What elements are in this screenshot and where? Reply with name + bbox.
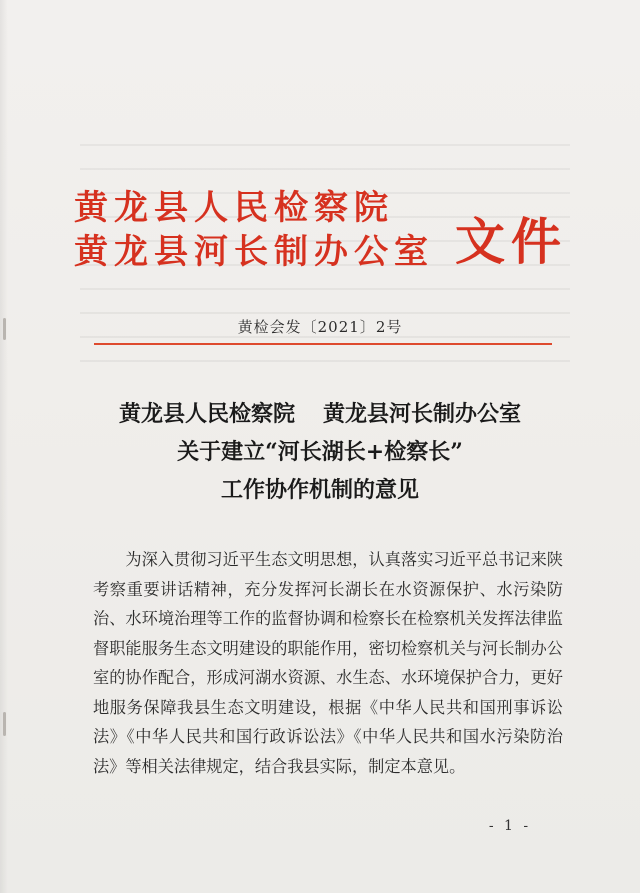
title-line-1 [0,395,640,433]
body-paragraph: 为深入贯彻习近平生态文明思想，认真落实习近平总书记来陕考察重要讲话精神，充分发挥河长湖长在水资源保护、水污染防治、水环境治理等工作的监督协调和检察长在检察机关发挥法律监督职能服务生态文明建设的职能作用，密切检察机关与河长制办公室的协作配合，形成河湖水资源、水生态、水环境保护合力，更好地服务保障我县生态文明建设，根据《中华人民共和国刑事诉讼法》《中华人民共和国行政诉讼法》《中华人民共和国水污染防治法》等相关法律规定，结合我县实际，制定本意见。 [93,550,563,776]
title-line-3: 工作协作机制的意见 [220,477,419,503]
body-text [93,545,563,781]
document-number: 黄检会发〔2021〕2号 [237,318,403,336]
title-issuer-left: 黄龙县人民检察院 [118,401,295,427]
issuer-name-procuratorate: 黄龙县人民检察院 [74,188,394,228]
page-number [0,818,640,834]
binding-mark [3,712,6,736]
file-label: 文件 [455,212,567,271]
document-title [0,395,640,509]
page-number-text: - 1 - [488,818,532,834]
title-line-2: 关于建立“河长湖长+检察长” [177,439,463,465]
issuer-name-river-chief-office: 黄龙县河长制办公室 [74,232,434,272]
title-issuer-right: 黄龙县河长制办公室 [323,401,522,427]
red-separator-line [94,343,552,345]
